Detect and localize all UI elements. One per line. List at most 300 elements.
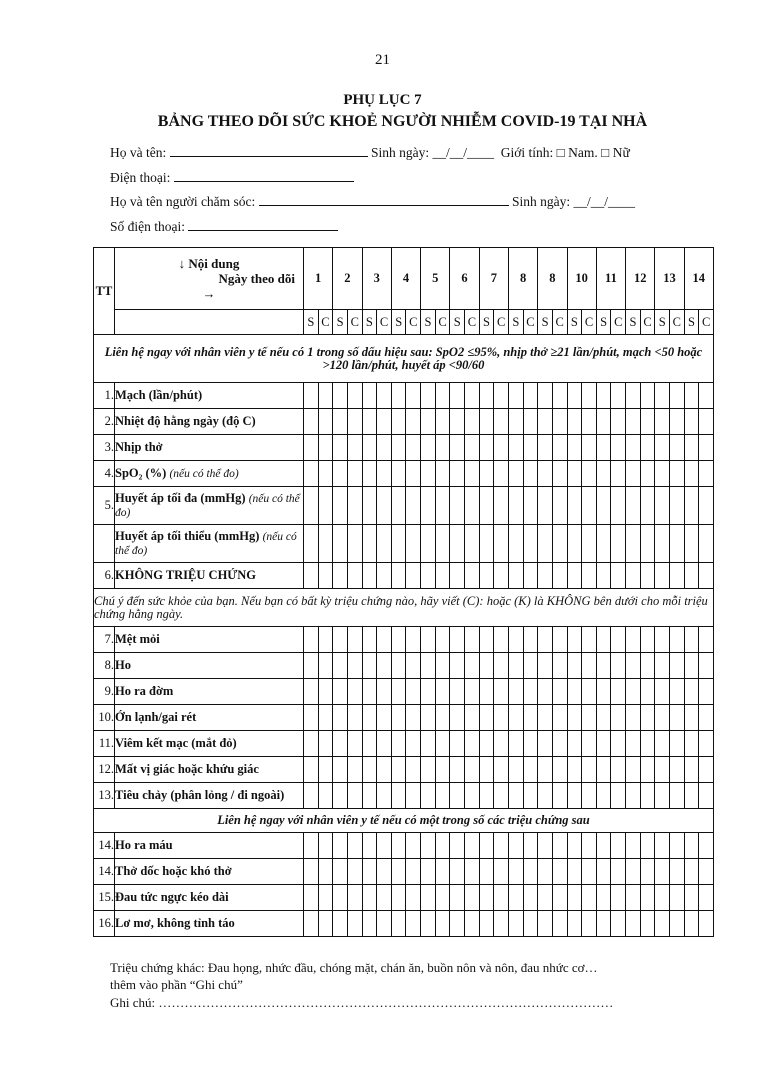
entry-cell[interactable] [626, 627, 641, 653]
entry-cell[interactable] [479, 679, 494, 705]
entry-cell[interactable] [435, 885, 450, 911]
entry-cell[interactable] [684, 461, 699, 487]
entry-cell[interactable] [391, 911, 406, 937]
entry-cell[interactable] [479, 653, 494, 679]
entry-cell[interactable] [362, 833, 377, 859]
entry-cell[interactable] [479, 383, 494, 409]
entry-cell[interactable] [333, 525, 348, 563]
entry-cell[interactable] [406, 859, 421, 885]
entry-cell[interactable] [626, 409, 641, 435]
entry-cell[interactable] [406, 731, 421, 757]
entry-cell[interactable] [538, 783, 553, 809]
entry-cell[interactable] [640, 911, 655, 937]
entry-cell[interactable] [406, 833, 421, 859]
entry-cell[interactable] [450, 859, 465, 885]
entry-cell[interactable] [684, 833, 699, 859]
entry-cell[interactable] [362, 653, 377, 679]
entry-cell[interactable] [596, 461, 611, 487]
entry-cell[interactable] [523, 383, 538, 409]
entry-cell[interactable] [347, 833, 362, 859]
entry-cell[interactable] [684, 627, 699, 653]
entry-cell[interactable] [479, 731, 494, 757]
entry-cell[interactable] [582, 627, 597, 653]
entry-cell[interactable] [699, 885, 714, 911]
entry-cell[interactable] [406, 409, 421, 435]
entry-cell[interactable] [377, 859, 392, 885]
entry-cell[interactable] [333, 911, 348, 937]
entry-cell[interactable] [450, 885, 465, 911]
entry-cell[interactable] [435, 461, 450, 487]
entry-cell[interactable] [435, 409, 450, 435]
entry-cell[interactable] [465, 487, 480, 525]
entry-cell[interactable] [391, 885, 406, 911]
entry-cell[interactable] [523, 679, 538, 705]
entry-cell[interactable] [552, 833, 567, 859]
entry-cell[interactable] [582, 911, 597, 937]
entry-cell[interactable] [494, 653, 509, 679]
entry-cell[interactable] [479, 487, 494, 525]
entry-cell[interactable] [655, 435, 670, 461]
entry-cell[interactable] [640, 833, 655, 859]
entry-cell[interactable] [465, 757, 480, 783]
entry-cell[interactable] [494, 525, 509, 563]
entry-cell[interactable] [304, 627, 319, 653]
entry-cell[interactable] [465, 383, 480, 409]
entry-cell[interactable] [494, 461, 509, 487]
entry-cell[interactable] [333, 783, 348, 809]
entry-cell[interactable] [465, 679, 480, 705]
entry-cell[interactable] [567, 627, 582, 653]
entry-cell[interactable] [406, 911, 421, 937]
entry-cell[interactable] [523, 911, 538, 937]
entry-cell[interactable] [318, 409, 333, 435]
entry-cell[interactable] [684, 409, 699, 435]
entry-cell[interactable] [508, 911, 523, 937]
entry-cell[interactable] [406, 679, 421, 705]
entry-cell[interactable] [465, 435, 480, 461]
entry-cell[interactable] [611, 783, 626, 809]
entry-cell[interactable] [362, 731, 377, 757]
entry-cell[interactable] [318, 757, 333, 783]
entry-cell[interactable] [435, 783, 450, 809]
entry-cell[interactable] [304, 731, 319, 757]
entry-cell[interactable] [362, 461, 377, 487]
entry-cell[interactable] [494, 679, 509, 705]
entry-cell[interactable] [479, 911, 494, 937]
entry-cell[interactable] [304, 435, 319, 461]
entry-cell[interactable] [626, 525, 641, 563]
entry-cell[interactable] [391, 653, 406, 679]
entry-cell[interactable] [626, 461, 641, 487]
entry-cell[interactable] [552, 461, 567, 487]
entry-cell[interactable] [508, 435, 523, 461]
entry-cell[interactable] [465, 859, 480, 885]
entry-cell[interactable] [582, 833, 597, 859]
entry-cell[interactable] [333, 627, 348, 653]
entry-cell[interactable] [552, 409, 567, 435]
entry-cell[interactable] [304, 833, 319, 859]
entry-cell[interactable] [611, 383, 626, 409]
entry-cell[interactable] [421, 833, 436, 859]
entry-cell[interactable] [538, 653, 553, 679]
entry-cell[interactable] [435, 731, 450, 757]
entry-cell[interactable] [626, 731, 641, 757]
entry-cell[interactable] [670, 705, 685, 731]
entry-cell[interactable] [611, 525, 626, 563]
entry-cell[interactable] [538, 435, 553, 461]
entry-cell[interactable] [479, 859, 494, 885]
entry-cell[interactable] [538, 563, 553, 589]
entry-cell[interactable] [670, 563, 685, 589]
entry-cell[interactable] [479, 409, 494, 435]
entry-cell[interactable] [318, 911, 333, 937]
entry-cell[interactable] [450, 653, 465, 679]
entry-cell[interactable] [684, 885, 699, 911]
entry-cell[interactable] [523, 885, 538, 911]
entry-cell[interactable] [582, 563, 597, 589]
entry-cell[interactable] [552, 885, 567, 911]
entry-cell[interactable] [362, 783, 377, 809]
entry-cell[interactable] [377, 487, 392, 525]
entry-cell[interactable] [640, 383, 655, 409]
entry-cell[interactable] [318, 383, 333, 409]
entry-cell[interactable] [552, 563, 567, 589]
entry-cell[interactable] [347, 885, 362, 911]
entry-cell[interactable] [450, 525, 465, 563]
entry-cell[interactable] [567, 383, 582, 409]
entry-cell[interactable] [347, 487, 362, 525]
entry-cell[interactable] [377, 435, 392, 461]
entry-cell[interactable] [362, 757, 377, 783]
entry-cell[interactable] [611, 885, 626, 911]
entry-cell[interactable] [435, 383, 450, 409]
entry-cell[interactable] [435, 435, 450, 461]
entry-cell[interactable] [655, 705, 670, 731]
entry-cell[interactable] [538, 911, 553, 937]
entry-cell[interactable] [699, 757, 714, 783]
entry-cell[interactable] [699, 705, 714, 731]
entry-cell[interactable] [582, 731, 597, 757]
entry-cell[interactable] [508, 731, 523, 757]
entry-cell[interactable] [362, 563, 377, 589]
entry-cell[interactable] [391, 627, 406, 653]
entry-cell[interactable] [655, 679, 670, 705]
entry-cell[interactable] [596, 833, 611, 859]
entry-cell[interactable] [347, 911, 362, 937]
entry-cell[interactable] [523, 783, 538, 809]
entry-cell[interactable] [670, 757, 685, 783]
entry-cell[interactable] [611, 563, 626, 589]
entry-cell[interactable] [377, 383, 392, 409]
entry-cell[interactable] [626, 435, 641, 461]
entry-cell[interactable] [450, 409, 465, 435]
entry-cell[interactable] [640, 409, 655, 435]
entry-cell[interactable] [421, 461, 436, 487]
entry-cell[interactable] [684, 859, 699, 885]
entry-cell[interactable] [626, 705, 641, 731]
entry-cell[interactable] [494, 783, 509, 809]
entry-cell[interactable] [508, 487, 523, 525]
entry-cell[interactable] [552, 757, 567, 783]
entry-cell[interactable] [435, 757, 450, 783]
entry-cell[interactable] [582, 679, 597, 705]
entry-cell[interactable] [582, 653, 597, 679]
entry-cell[interactable] [538, 757, 553, 783]
entry-cell[interactable] [304, 705, 319, 731]
entry-cell[interactable] [582, 435, 597, 461]
entry-cell[interactable] [670, 833, 685, 859]
entry-cell[interactable] [684, 487, 699, 525]
entry-cell[interactable] [567, 911, 582, 937]
entry-cell[interactable] [304, 679, 319, 705]
entry-cell[interactable] [494, 563, 509, 589]
entry-cell[interactable] [391, 833, 406, 859]
entry-cell[interactable] [699, 487, 714, 525]
entry-cell[interactable] [538, 679, 553, 705]
entry-cell[interactable] [640, 859, 655, 885]
entry-cell[interactable] [318, 487, 333, 525]
entry-cell[interactable] [523, 487, 538, 525]
entry-cell[interactable] [406, 435, 421, 461]
entry-cell[interactable] [465, 461, 480, 487]
entry-cell[interactable] [318, 563, 333, 589]
entry-cell[interactable] [465, 911, 480, 937]
entry-cell[interactable] [362, 705, 377, 731]
entry-cell[interactable] [391, 487, 406, 525]
entry-cell[interactable] [640, 461, 655, 487]
entry-cell[interactable] [435, 833, 450, 859]
entry-cell[interactable] [567, 461, 582, 487]
entry-cell[interactable] [611, 487, 626, 525]
entry-cell[interactable] [421, 679, 436, 705]
entry-cell[interactable] [552, 859, 567, 885]
entry-cell[interactable] [362, 911, 377, 937]
entry-cell[interactable] [465, 885, 480, 911]
entry-cell[interactable] [523, 435, 538, 461]
entry-cell[interactable] [523, 705, 538, 731]
entry-cell[interactable] [596, 705, 611, 731]
entry-cell[interactable] [699, 783, 714, 809]
entry-cell[interactable] [611, 409, 626, 435]
entry-cell[interactable] [362, 487, 377, 525]
entry-cell[interactable] [318, 705, 333, 731]
entry-cell[interactable] [362, 409, 377, 435]
entry-cell[interactable] [406, 525, 421, 563]
entry-cell[interactable] [450, 679, 465, 705]
entry-cell[interactable] [567, 653, 582, 679]
entry-cell[interactable] [304, 783, 319, 809]
entry-cell[interactable] [684, 705, 699, 731]
entry-cell[interactable] [508, 705, 523, 731]
entry-cell[interactable] [304, 461, 319, 487]
entry-cell[interactable] [318, 525, 333, 563]
entry-cell[interactable] [611, 859, 626, 885]
entry-cell[interactable] [538, 859, 553, 885]
entry-cell[interactable] [684, 383, 699, 409]
entry-cell[interactable] [362, 885, 377, 911]
entry-cell[interactable] [684, 435, 699, 461]
entry-cell[interactable] [626, 859, 641, 885]
entry-cell[interactable] [421, 487, 436, 525]
entry-cell[interactable] [304, 757, 319, 783]
entry-cell[interactable] [552, 731, 567, 757]
entry-cell[interactable] [508, 409, 523, 435]
phone-field[interactable] [174, 181, 354, 182]
entry-cell[interactable] [435, 563, 450, 589]
entry-cell[interactable] [552, 653, 567, 679]
entry-cell[interactable] [626, 911, 641, 937]
entry-cell[interactable] [508, 653, 523, 679]
entry-cell[interactable] [421, 563, 436, 589]
entry-cell[interactable] [421, 911, 436, 937]
entry-cell[interactable] [465, 563, 480, 589]
entry-cell[interactable] [655, 731, 670, 757]
entry-cell[interactable] [304, 383, 319, 409]
entry-cell[interactable] [421, 859, 436, 885]
entry-cell[interactable] [640, 757, 655, 783]
entry-cell[interactable] [479, 461, 494, 487]
entry-cell[interactable] [552, 435, 567, 461]
entry-cell[interactable] [435, 679, 450, 705]
entry-cell[interactable] [347, 731, 362, 757]
entry-cell[interactable] [670, 859, 685, 885]
entry-cell[interactable] [391, 783, 406, 809]
entry-cell[interactable] [318, 731, 333, 757]
entry-cell[interactable] [552, 679, 567, 705]
entry-cell[interactable] [377, 627, 392, 653]
entry-cell[interactable] [421, 705, 436, 731]
entry-cell[interactable] [406, 757, 421, 783]
entry-cell[interactable] [479, 435, 494, 461]
entry-cell[interactable] [626, 757, 641, 783]
entry-cell[interactable] [596, 383, 611, 409]
entry-cell[interactable] [406, 563, 421, 589]
entry-cell[interactable] [699, 383, 714, 409]
entry-cell[interactable] [333, 409, 348, 435]
entry-cell[interactable] [582, 383, 597, 409]
entry-cell[interactable] [699, 679, 714, 705]
entry-cell[interactable] [611, 679, 626, 705]
entry-cell[interactable] [567, 435, 582, 461]
entry-cell[interactable] [479, 705, 494, 731]
entry-cell[interactable] [465, 833, 480, 859]
entry-cell[interactable] [538, 487, 553, 525]
entry-cell[interactable] [655, 859, 670, 885]
entry-cell[interactable] [538, 885, 553, 911]
entry-cell[interactable] [406, 487, 421, 525]
entry-cell[interactable] [347, 627, 362, 653]
entry-cell[interactable] [655, 757, 670, 783]
entry-cell[interactable] [596, 783, 611, 809]
entry-cell[interactable] [670, 525, 685, 563]
entry-cell[interactable] [684, 783, 699, 809]
entry-cell[interactable] [626, 885, 641, 911]
entry-cell[interactable] [450, 487, 465, 525]
entry-cell[interactable] [479, 885, 494, 911]
entry-cell[interactable] [582, 487, 597, 525]
entry-cell[interactable] [318, 679, 333, 705]
entry-cell[interactable] [435, 653, 450, 679]
entry-cell[interactable] [582, 525, 597, 563]
entry-cell[interactable] [552, 487, 567, 525]
entry-cell[interactable] [699, 461, 714, 487]
entry-cell[interactable] [450, 705, 465, 731]
entry-cell[interactable] [333, 757, 348, 783]
entry-cell[interactable] [523, 525, 538, 563]
entry-cell[interactable] [450, 627, 465, 653]
entry-cell[interactable] [304, 653, 319, 679]
entry-cell[interactable] [684, 653, 699, 679]
entry-cell[interactable] [699, 563, 714, 589]
entry-cell[interactable] [582, 757, 597, 783]
entry-cell[interactable] [377, 833, 392, 859]
entry-cell[interactable] [596, 911, 611, 937]
entry-cell[interactable] [640, 653, 655, 679]
entry-cell[interactable] [523, 833, 538, 859]
entry-cell[interactable] [391, 705, 406, 731]
entry-cell[interactable] [494, 885, 509, 911]
entry-cell[interactable] [362, 435, 377, 461]
entry-cell[interactable] [611, 705, 626, 731]
entry-cell[interactable] [421, 435, 436, 461]
entry-cell[interactable] [494, 731, 509, 757]
entry-cell[interactable] [347, 859, 362, 885]
entry-cell[interactable] [655, 525, 670, 563]
entry-cell[interactable] [508, 461, 523, 487]
entry-cell[interactable] [508, 383, 523, 409]
entry-cell[interactable] [333, 653, 348, 679]
entry-cell[interactable] [538, 705, 553, 731]
entry-cell[interactable] [318, 627, 333, 653]
entry-cell[interactable] [450, 757, 465, 783]
entry-cell[interactable] [465, 627, 480, 653]
entry-cell[interactable] [640, 783, 655, 809]
entry-cell[interactable] [347, 525, 362, 563]
entry-cell[interactable] [465, 409, 480, 435]
entry-cell[interactable] [391, 757, 406, 783]
entry-cell[interactable] [567, 757, 582, 783]
entry-cell[interactable] [567, 409, 582, 435]
entry-cell[interactable] [699, 859, 714, 885]
entry-cell[interactable] [640, 731, 655, 757]
entry-cell[interactable] [377, 885, 392, 911]
entry-cell[interactable] [421, 409, 436, 435]
entry-cell[interactable] [494, 911, 509, 937]
entry-cell[interactable] [523, 757, 538, 783]
entry-cell[interactable] [567, 705, 582, 731]
entry-cell[interactable] [684, 679, 699, 705]
entry-cell[interactable] [362, 679, 377, 705]
entry-cell[interactable] [582, 859, 597, 885]
entry-cell[interactable] [655, 627, 670, 653]
entry-cell[interactable] [567, 679, 582, 705]
entry-cell[interactable] [333, 435, 348, 461]
entry-cell[interactable] [582, 409, 597, 435]
entry-cell[interactable] [611, 911, 626, 937]
entry-cell[interactable] [494, 859, 509, 885]
entry-cell[interactable] [347, 679, 362, 705]
entry-cell[interactable] [377, 757, 392, 783]
entry-cell[interactable] [567, 731, 582, 757]
entry-cell[interactable] [596, 757, 611, 783]
entry-cell[interactable] [377, 653, 392, 679]
entry-cell[interactable] [479, 563, 494, 589]
caregiver-field[interactable] [259, 205, 509, 206]
entry-cell[interactable] [567, 783, 582, 809]
entry-cell[interactable] [318, 859, 333, 885]
entry-cell[interactable] [655, 911, 670, 937]
entry-cell[interactable] [596, 653, 611, 679]
